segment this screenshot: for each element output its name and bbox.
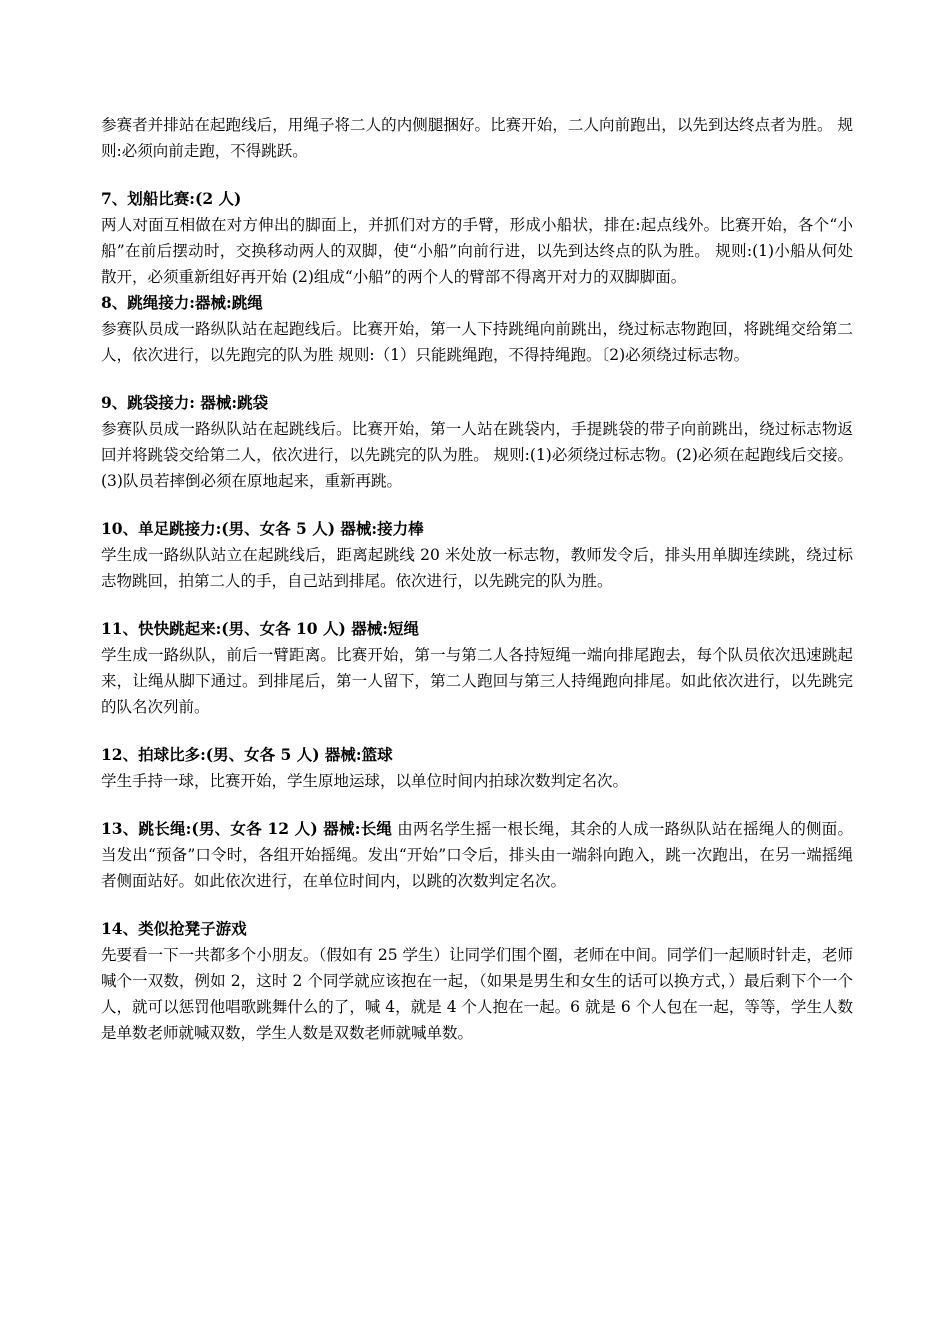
- section-11-body: 学生成一路纵队，前后一臂距离。比赛开始，第一与第二人各持短绳一端向排尾跑去，每个队员依次迅速跳起来，让绳从脚下通过。到排尾后，第一人留下，第二人跑回与第三人持绳跑向排尾。如此依次进行，以先跳完的队名次列前。: [101, 646, 853, 716]
- section-7-body: 两人对面互相做在对方伸出的脚面上，并抓们对方的手臂，形成小船状，排在:起点线外。比赛开始，各个“小船”在前后摆动时，交换移动两人的双脚，使“小船”向前行进，以先到达终点的队为胜。 规则:(1)小船从何处散开，必须重新组好再开始 (2)组成“小船”的两个人的臂部不得离开对力的双脚脚面。: [101, 216, 853, 286]
- section-13-paragraph: [101, 816, 853, 894]
- section-10-body: 学生成一路纵队站立在起跳线后，距离起跳线 20 米处放一标志物，教师发令后，排头用单脚连续跳，绕过标志物跳回，拍第二人的手，自己站到排尾。依次进行，以先跳完的队为胜。: [101, 546, 853, 590]
- section-13-title: 13、跳长绳:(男、女各 12 人) 器械:长绳: [101, 819, 393, 838]
- section-8-body: 参赛队员成一路纵队站在起跑线后。比赛开始，第一人下持跳绳向前跳出，绕过标志物跑回，将跳绳交给第二人，依次进行，以先跑完的队为胜 规则:（1）只能跳绳跑，不得持绳跑。〔2)必须绕过标志物。: [101, 320, 853, 364]
- section-13-body: 由两名学生摇一根长绳，其余的人成一路纵队站在摇绳人的侧面。当发出“预备”口令时，各组开始摇绳。发出“开始”口令后，排头由一端斜向跑入，跳一次跑出，在另一端摇绳者侧面站好。如此依次进行，在单位时间内，以跳的次数判定名次。: [101, 820, 853, 890]
- section-9-body: 参赛队员成一路纵队站在起跳线后。比赛开始，第一人站在跳袋内，手提跳袋的带子向前跳出，绕过标志物返回并将跳袋交给第二人，依次进行，以先跳完的队为胜。 规则:(1)必须绕过标志物。(2)必须在起跑线后交接。(3)队员若摔倒必须在原地起来，重新再跳。: [101, 420, 853, 490]
- section-12-title: 12、拍球比多:(男、女各 5 人) 器械:篮球: [101, 745, 393, 764]
- section-8-title: 8、跳绳接力:器械:跳绳: [101, 293, 263, 312]
- section-10-title: 10、单足跳接力:(男、女各 5 人) 器械:接力棒: [101, 519, 424, 538]
- intro-paragraph: 参赛者并排站在起跑线后，用绳子将二人的内侧腿捆好。比赛开始，二人向前跑出，以先到达终点者为胜。 规则:必须向前走跑，不得跳跃。: [101, 116, 853, 160]
- section-7-title: 7、划船比赛:(2 人): [101, 189, 242, 208]
- document-page: [101, 112, 853, 1046]
- section-14-title: 14、类似抢凳子游戏: [101, 919, 247, 938]
- section-11-title: 11、快快跳起来:(男、女各 10 人) 器械:短绳: [101, 619, 419, 638]
- section-14-body: 先要看一下一共都多个小朋友。（假如有 25 学生）让同学们围个圈，老师在中间。同学们一起顺时针走，老师喊个一双数，例如 2，这时 2 个同学就应该抱在一起，（如果是男生和女生的话可以换方式，）最后剩下个一个人，就可以惩罚他唱歌跳舞什么的了，喊 4，就是 4 个人抱在一起。6 就是 6 个人包在一起，等等，学生人数是单数老师就喊双数，学生人数是双数老师就喊单数。: [101, 946, 853, 1042]
- section-9-title: 9、跳袋接力: 器械:跳袋: [101, 393, 269, 412]
- section-12-body: 学生手持一球，比赛开始，学生原地运球，以单位时间内拍球次数判定名次。: [101, 772, 629, 790]
